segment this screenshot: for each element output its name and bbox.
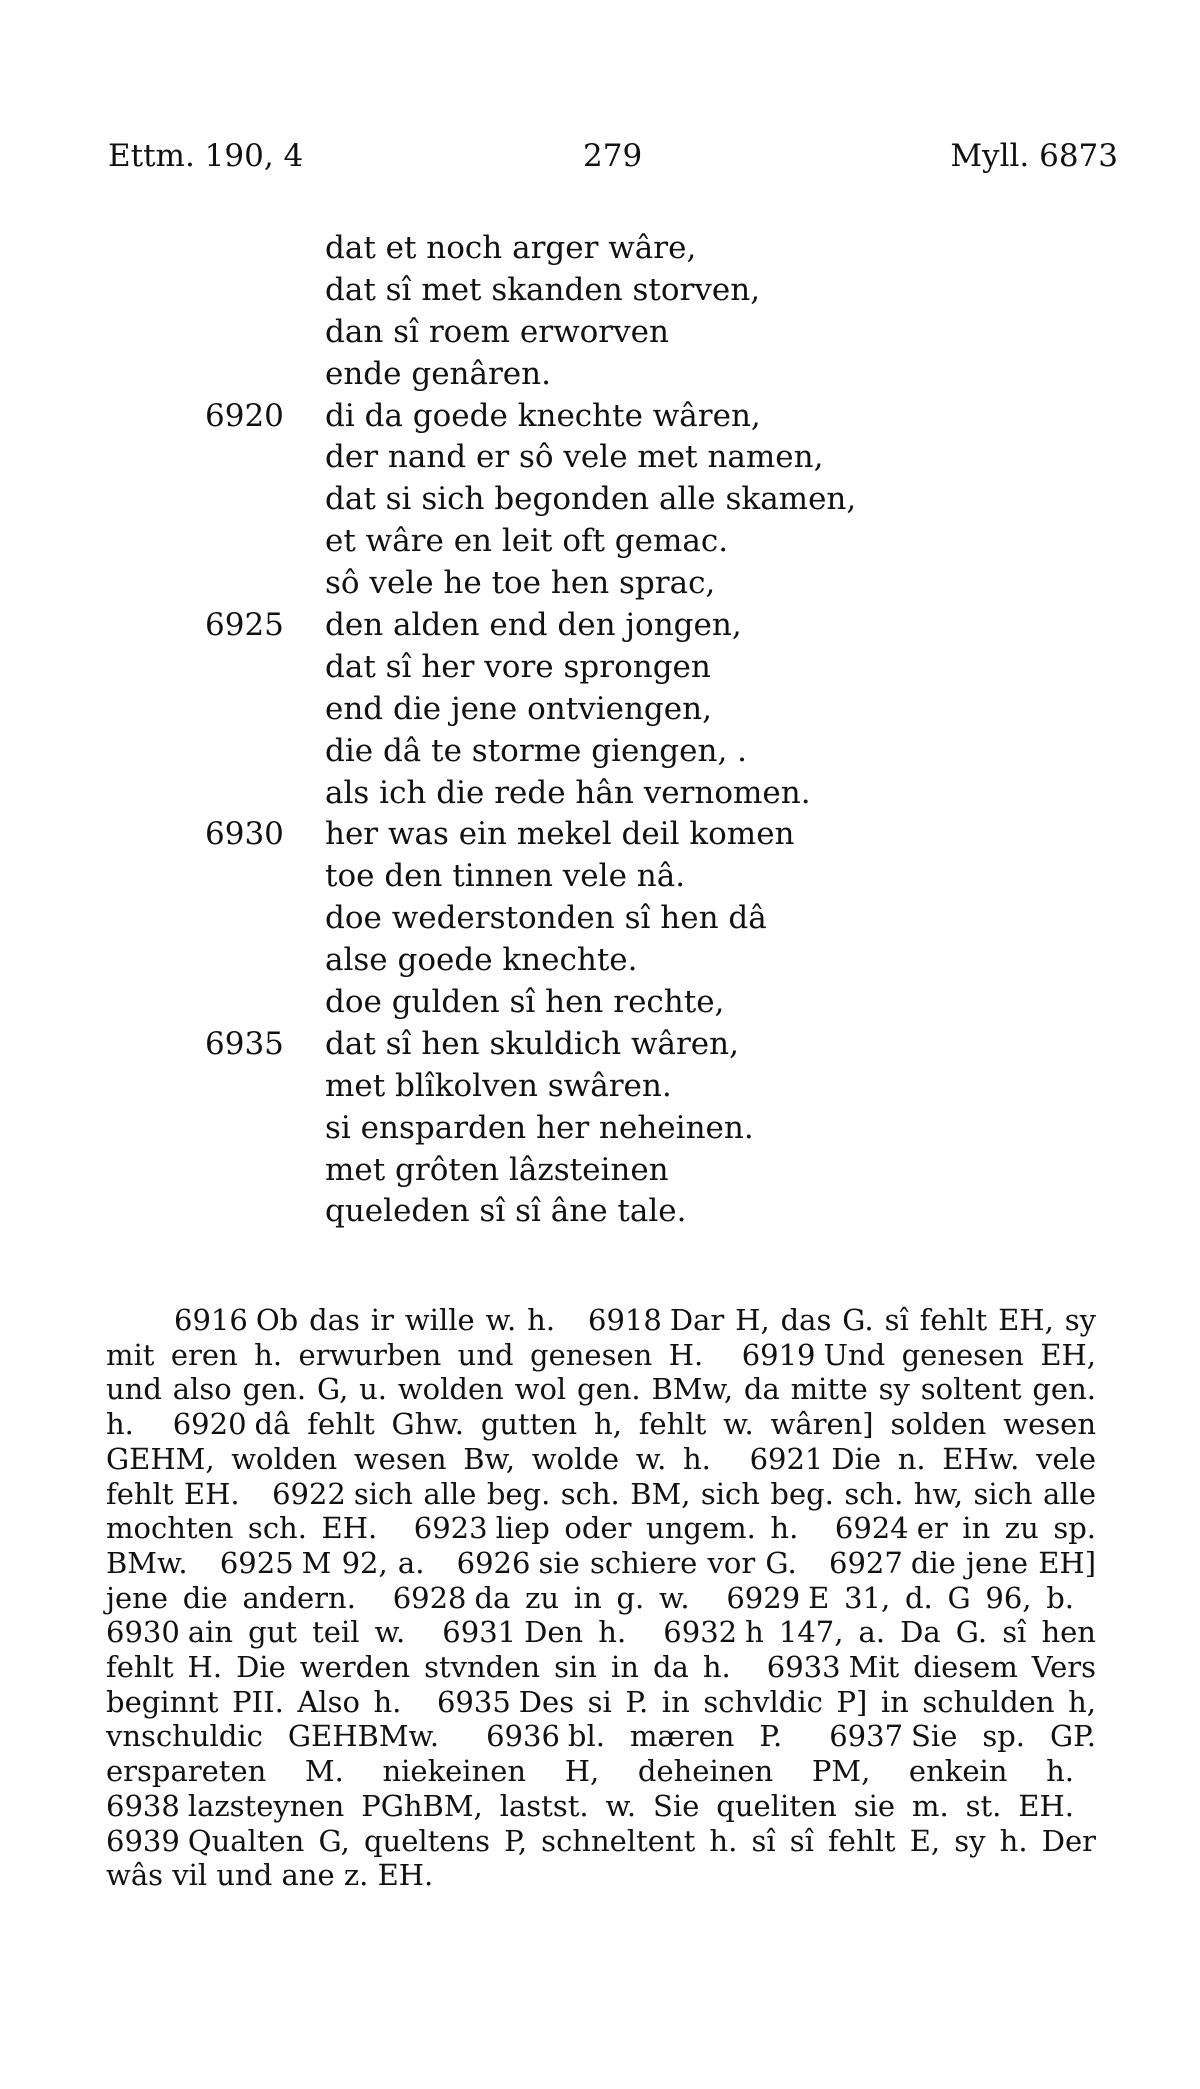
verse-text	[0, 228, 1200, 1233]
note-verse-number: 6930	[106, 1615, 180, 1650]
verse-line	[0, 982, 1200, 1024]
verse-text-line: met grôten lâzsteinen	[325, 1151, 669, 1188]
note-text: Ob das ir wille w. h.	[255, 1303, 556, 1337]
note-text: E 31, d. G 96, b.	[808, 1580, 1075, 1615]
note-verse-number: 6926	[456, 1545, 531, 1580]
note-verse-number: 6928	[392, 1580, 467, 1615]
note-text: h 147, a. Da G. sî hen fehlt H. Die werden stvnden sin in da h.	[106, 1615, 1096, 1685]
verse-text-line: et wâre en leit oft gemac.	[325, 523, 729, 560]
verse-text-line: dat sî her vore sprongen	[325, 648, 711, 685]
note-text: lazsteynen PGhBM, lastst. w. Sie queliten sie m. st. EH.	[187, 1788, 1074, 1823]
verse-text-line: toe den tinnen vele nâ.	[325, 858, 686, 895]
note-text: sie schiere vor G.	[538, 1545, 797, 1580]
note-text: dâ fehlt Ghw. gutten h, fehlt w. wâren] solden wesen GEHM, wolden wesen Bw, wolde w. h.	[106, 1407, 1096, 1476]
note-text: er in zu sp. BMw.	[106, 1511, 1096, 1580]
note-text: liep oder ungem. h.	[495, 1511, 799, 1546]
verse-text-line: dat sî hen skuldich wâren,	[325, 1025, 739, 1062]
verse-line	[0, 1024, 1200, 1066]
note-text: bl. mæren P.	[567, 1719, 783, 1754]
note-verse-number: 6918	[588, 1303, 662, 1337]
note-text: Qualten G, queltens P, schneltent h. sî sî fehlt E, sy h. Der wâs vil und ane z. EH.	[106, 1823, 1096, 1893]
apparatus-note	[486, 1719, 782, 1753]
note-verse-number: 6932	[663, 1615, 738, 1650]
note-text: Den h.	[524, 1615, 627, 1650]
verse-line	[0, 856, 1200, 898]
note-verse-number: 6938	[106, 1788, 180, 1823]
verse-line	[0, 354, 1200, 396]
note-text: Und genesen EH, und also gen. G, u. wolden wol gen. BMw, da mitte sy soltent gen. h.	[106, 1337, 1096, 1442]
note-verse-number: 6925	[219, 1545, 294, 1580]
note-verse-number: 6916	[174, 1303, 248, 1337]
apparatus-note	[106, 1789, 1074, 1823]
verse-line	[0, 396, 1200, 438]
note-verse-number: 6933	[766, 1650, 841, 1685]
apparatus-note	[106, 1615, 405, 1649]
note-text: Des si P. in schvldic P] in schulden h, vnschuldic GEHBMw.	[106, 1684, 1096, 1754]
apparatus-note	[726, 1581, 1074, 1615]
verse-line	[0, 689, 1200, 731]
note-verse-number: 6921	[749, 1441, 824, 1476]
note-text: die jene EH] jene die andern.	[106, 1545, 1097, 1615]
verse-line	[0, 773, 1200, 815]
verse-line	[0, 270, 1200, 312]
note-text: sich alle beg. sch. BM, sich beg. sch. hw, sich alle mochten sch. EH.	[106, 1476, 1096, 1546]
verse-line	[0, 898, 1200, 940]
verse-text-line: den alden end den jongen,	[325, 607, 742, 644]
note-verse-number: 6929	[726, 1580, 801, 1615]
note-text: Dar H, das G. sî fehlt EH, sy mit eren h. erwurben und genesen H.	[106, 1303, 1097, 1372]
verse-line	[0, 228, 1200, 270]
verse-line	[0, 563, 1200, 605]
apparatus-note	[442, 1615, 626, 1649]
apparatus-note	[174, 1303, 555, 1337]
note-verse-number: 6937	[829, 1719, 904, 1754]
verse-text-line: sô vele he toe hen sprac,	[325, 565, 716, 602]
page-number: 279	[583, 138, 643, 174]
verse-text-line: der nand er sô vele met namen,	[325, 439, 824, 476]
verse-line	[0, 940, 1200, 982]
note-text: ain gut teil w.	[187, 1615, 406, 1650]
verse-text-line: als ich die rede hân vernomen.	[325, 774, 811, 811]
header-left-reference: Ettm. 190, 4	[108, 138, 304, 174]
note-text: Mit diesem Vers beginnt PII. Also h.	[106, 1650, 1096, 1719]
note-verse-number: 6935	[436, 1684, 511, 1719]
header-right-reference: Myll. 6873	[950, 138, 1118, 174]
note-verse-number: 6936	[486, 1719, 560, 1754]
verse-line	[0, 647, 1200, 689]
verse-text-line: doe gulden sî hen rechte,	[325, 984, 725, 1021]
verse-text-line: dan sî roem erworven	[325, 313, 669, 350]
verse-line	[0, 479, 1200, 521]
note-verse-number: 6919	[741, 1337, 816, 1372]
verse-line	[0, 605, 1200, 647]
verse-text-line: ende genâren.	[325, 355, 551, 392]
verse-text-line: si ensparden her neheinen.	[325, 1109, 754, 1146]
verse-line	[0, 521, 1200, 563]
verse-text-line: doe wederstonden sî hen dâ	[325, 900, 767, 937]
verse-text-line: alse goede knechte.	[325, 942, 638, 979]
verse-text-line: dat si sich begonden alle skamen,	[325, 481, 857, 518]
verse-text-line: dat sî met skanden storven,	[325, 271, 761, 308]
apparatus-note	[457, 1546, 797, 1580]
verse-line	[0, 1150, 1200, 1192]
note-verse-number: 6939	[106, 1823, 180, 1858]
verse-line	[0, 437, 1200, 479]
note-text: Die n. EHw. vele fehlt EH.	[106, 1441, 1096, 1511]
apparatus-paragraph	[106, 1303, 1096, 1893]
verse-number: 6920	[205, 397, 284, 434]
verse-line	[0, 1066, 1200, 1108]
verse-number: 6930	[205, 816, 284, 853]
verse-line	[0, 1108, 1200, 1150]
verse-number: 6935	[205, 1025, 284, 1062]
verse-line	[0, 312, 1200, 354]
verse-text-line: her was ein mekel deil komen	[325, 816, 795, 853]
note-verse-number: 6927	[829, 1545, 903, 1580]
running-header	[108, 138, 1118, 182]
verse-line	[0, 1191, 1200, 1233]
verse-text-line: dat et noch arger wâre,	[325, 230, 697, 266]
apparatus-note	[220, 1546, 425, 1580]
verse-text-line: end die jene ontviengen,	[325, 690, 712, 727]
verse-number: 6925	[205, 607, 284, 644]
note-verse-number: 6922	[272, 1476, 346, 1511]
note-verse-number: 6931	[442, 1615, 517, 1650]
note-verse-number: 6924	[834, 1511, 909, 1546]
apparatus-note	[414, 1511, 799, 1545]
verse-text-line: met blîkolven swâren.	[325, 1067, 672, 1104]
note-verse-number: 6920	[172, 1407, 247, 1442]
critical-apparatus	[106, 1303, 1096, 1893]
verse-text-line: di da goede knechte wâren,	[325, 397, 761, 434]
apparatus-note	[106, 1824, 1096, 1893]
apparatus-note	[393, 1581, 690, 1615]
note-text: da zu in g. w.	[474, 1580, 690, 1615]
verse-line	[0, 814, 1200, 856]
verse-text-line: die dâ te storme giengen, .	[325, 732, 748, 769]
verse-text-line: queleden sî sî âne tale.	[325, 1193, 687, 1230]
verse-line	[0, 731, 1200, 773]
note-text: M 92, a.	[301, 1545, 425, 1580]
note-text: Sie sp. GP. erspareten M. niekeinen H, deheinen PM, enkein h.	[106, 1719, 1096, 1789]
note-verse-number: 6923	[413, 1511, 488, 1546]
